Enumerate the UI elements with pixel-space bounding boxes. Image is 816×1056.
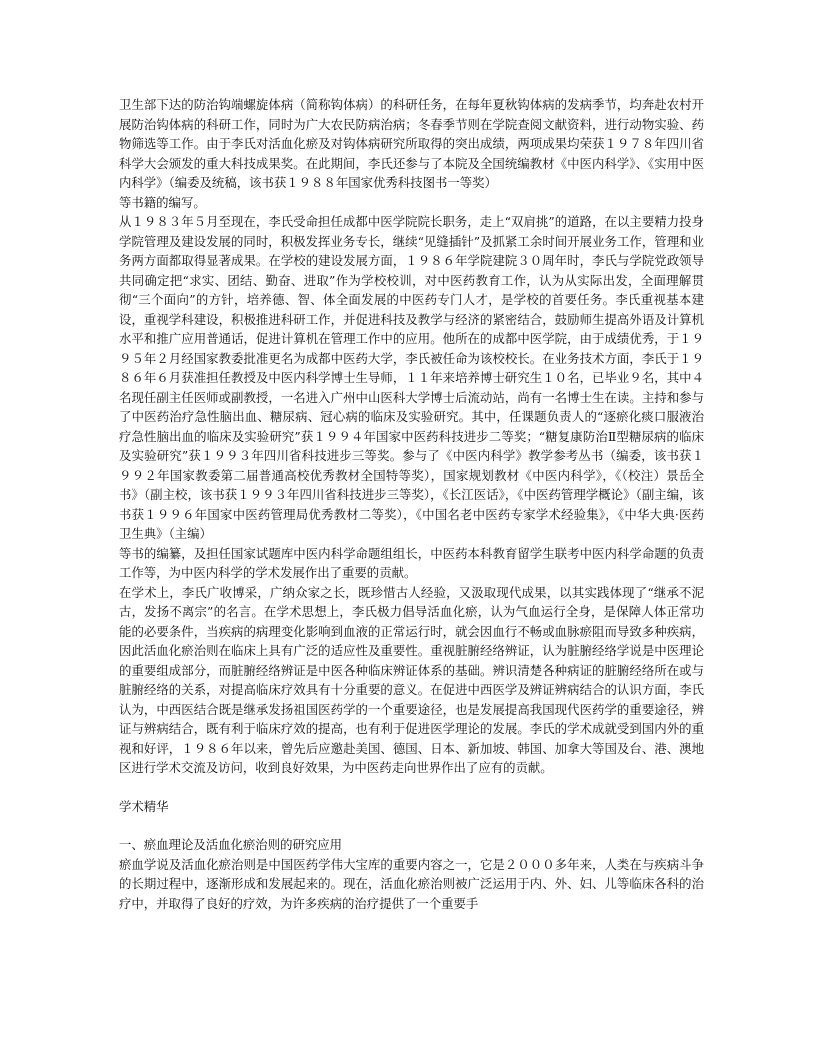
section-heading: 学术精华 — [119, 798, 169, 814]
document-page — [119, 95, 704, 913]
spacer — [119, 778, 704, 797]
paragraph-book-writing: 等书籍的编写。 — [119, 194, 206, 210]
paragraph-president-career: 从１９８３年５月至现在，李氏受命担任成都中医学院院长职务，走上“双肩挑”的道路，在以主要精力投身学院管理及建设发展的同时，积极发挥业务专长，继续“见缝插针”及抓紧工余时间开展业务工作，管理和业务两方面都取得显著成果。在学校的建设发展方面，１９８６年学院建院３０周年时，李氏与学院党政领导共同确定把“求实、团结、勤奋、进取”作为学校校训，对中医药教育工作，认为从实际出发，全面理解贯彻“三个面向”的方针，培养德、智、体全面发展的中医药专门人才，是学校的首要任务。李氏重视基本建设，重视学科建设，积极推进科研工作，并促进科技及教学与经济的紧密结合，鼓励师生提高外语及计算机水平和推广应用普通话，促进计算机在管理工作中的应用。他所在的成都中医学院，由于成绩优秀，于１９９５年２月经国家教委批准更名为成都中医药大学，李氏被任命为该校校长。在业务技术方面，李氏于１９８６年６月获准担任教授及中医内科学博士生导师，１１年来培养博士研究生１０名，已毕业９名，其中４名现任副主任医师或副教授，一名进入广州中山医科大学博士后流动站，尚有一名博士生在读。主持和参与了中医药治疗急性脑出血、糖尿病、冠心病的临床及实验研究。其中，任课题负责人的“逐瘀化痰口服液治疗急性脑出血的临床及实验研究”获１９９４年国家中医药科技进步二等奖；“糖复康防治Ⅱ型糖尿病的临床及实验研究”获１９９３年四川省科技进步三等奖。参与了《中医内科学》教学参考丛书（编委，该书获１９９２年国家教委第二届普通高校优秀教材全国特等奖），国家规划教材《中医内科学》，《（校注）景岳全书》（副主校，该书获１９９３年四川省科技进步三等奖），《长江医话》，《中医药管理学概论》（副主编，该书获１９９６年国家中医药管理局优秀教材二等奖），《中国名老中医药专家学术经验集》，《中华大典·医药卫生典》（主编） — [119, 214, 704, 541]
paragraph-academic-thought: 在学术上，李氏广收博采，广纳众家之长，既珍惜古人经验，又汲取现代成果，以其实践体现了“继承不泥古，发扬不离宗”的名言。在学术思想上，李氏极力倡导活血化瘀，认为气血运行全身，是保障人体正常功能的必要条件，当疾病的病理变化影响到血液的正常运行时，就会因血行不畅或血脉瘀阻而导致多种疾病，因此活血化瘀治则在临床上具有广泛的适应性及重要性。重视脏腑经络辨证，认为脏腑经络学说是中医理论的重要组成部分，而脏腑经络辨证是中医各种临床辨证体系的基础。辨识清楚各种病证的脏腑经络所在或与脏腑经络的关系，对提高临床疗效具有十分重要的意义。在促进中西医学及辨证辨病结合的认识方面，李氏认为，中西医结合既是继承发扬祖国医药学的一个重要途径，也是发展提高我国现代医药学的重要途径，辨证与辨病结合，既有利于临床疗效的提高，也有利于促进医学理论的发展。李氏的学术成就受到国内外的重视和好评，１９８６年以来，曾先后应邀赴美国、德国、日本、新加坡、韩国、加拿大等国及台、港、澳地区进行学术交流及访问，收到良好效果，为中医药走向世界作出了应有的贡献。 — [119, 584, 704, 775]
subsection-heading: 一、瘀血理论及活血化瘀治则的研究应用 — [119, 837, 343, 852]
spacer — [119, 816, 704, 835]
paragraph-book-compilation: 等书的编纂，及担任国家试题库中医内科学命题组组长，中医药本科教育留学生联考中医内科学命题的负责工作等，为中医内科学的学术发展作出了重要的贡献。 — [119, 545, 704, 580]
paragraph-research-tasks: 卫生部下达的防治钩端螺旋体病（简称钩体病）的科研任务，在每年夏秋钩体病的发病季节，均奔赴农村开展防治钩体病的科研工作，同时为广大农民防病治病；冬春季节则在学院查阅文献资料，进行动物实验、药物筛选等工作。由于李氏对活血化瘀及对钩体病研究所取得的突出成绩，两项成果均荣获１９７８年四川省科学大会颁发的重大科技成果奖。在此期间，李氏还参与了本院及全国统编教材《中医内科学》、《实用中医内科学》（编委及统稿，该书获１９８８年国家优秀科技图书一等奖） — [119, 97, 704, 190]
paragraph-blood-stasis-theory: 瘀血学说及活血化瘀治则是中国医药学伟大宝库的重要内容之一，它是２０００多年来，人类在与疾病斗争的长期过程中，逐渐形成和发展起来的。现在，活血化瘀治则被广泛运用于内、外、妇、儿等临床各科的治疗中，并取得了良好的疗效，为许多疾病的治疗提供了一个重要手 — [119, 856, 704, 911]
